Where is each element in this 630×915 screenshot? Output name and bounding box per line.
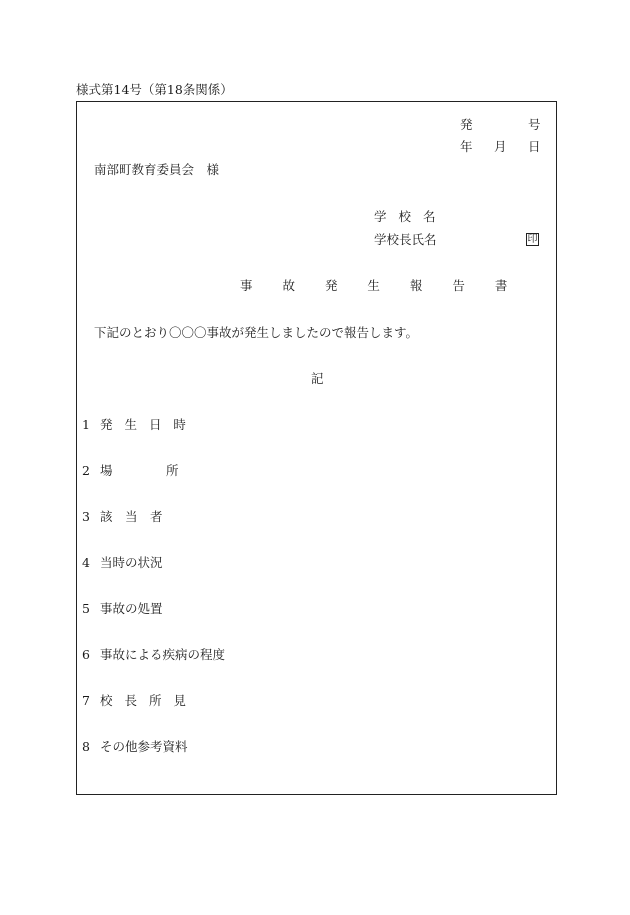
school-name-label: 学 校 名 [374,209,440,224]
item-number: 2 [82,463,90,478]
issue-number-suffix: 号 [528,117,541,132]
principal-name-label: 学校長氏名 [374,232,437,247]
report-title: 事 故 発 生 報 告 書 [240,278,521,293]
list-item [82,419,90,432]
item-label: 事故の処置 [100,601,163,616]
report-statement: 下記のとおり〇〇〇事故が発生しましたので報告します。 [94,325,419,340]
list-item [82,649,90,662]
item-label: 当時の状況 [100,555,163,570]
item-number: 3 [82,509,90,524]
list-item [82,465,90,478]
item-number: 7 [82,693,90,708]
ki-heading: 記 [311,371,324,386]
list-item [82,603,90,616]
list-item [82,511,90,524]
date-month: 月 [494,139,507,154]
list-item [82,741,90,754]
list-item [82,557,90,570]
seal-mark: 印 [527,234,538,245]
date-year: 年 [460,139,473,154]
addressee: 南部町教育委員会 様 [94,162,220,177]
form-id: 様式第14号（第18条関係） [76,82,233,97]
item-number: 6 [82,647,90,662]
report-form-frame [76,101,557,795]
item-label: 発 生 日 時 [100,417,190,432]
item-label: 場 所 [100,463,183,478]
list-item [82,695,90,708]
item-number: 1 [82,417,90,432]
item-number: 4 [82,555,90,570]
date-day: 日 [528,139,541,154]
item-label: その他参考資料 [100,739,188,754]
issue-number-label: 発 [460,117,473,132]
item-number: 5 [82,601,90,616]
item-number: 8 [82,739,90,754]
item-label: 該 当 者 [100,509,163,524]
item-label: 校 長 所 見 [100,693,190,708]
item-label: 事故による疾病の程度 [100,647,226,662]
